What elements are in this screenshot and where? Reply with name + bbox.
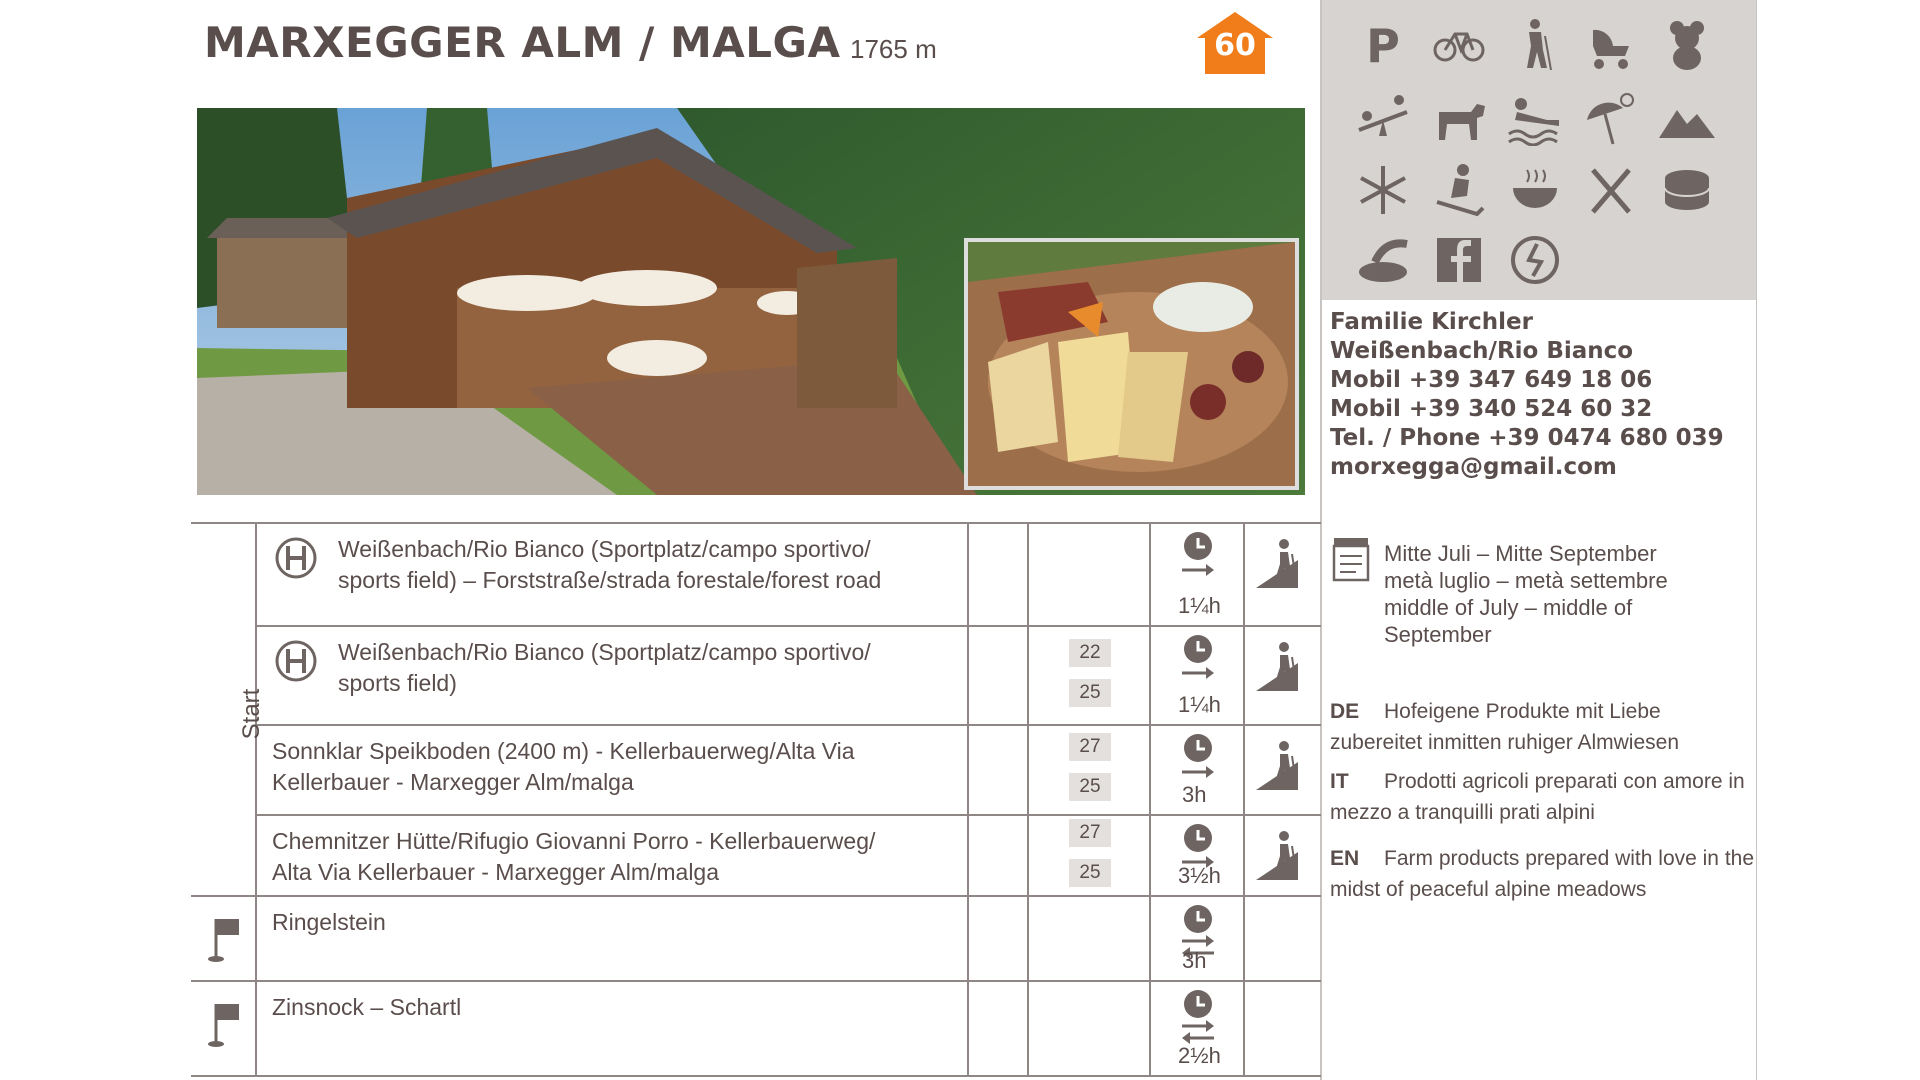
- page-edge-divider: [1756, 0, 1757, 1080]
- contact-block: [1330, 308, 1724, 482]
- table-row-divider: [255, 625, 1321, 627]
- table-border-top: [191, 522, 1321, 524]
- hiker-icon: [1507, 16, 1563, 72]
- duration: 1¼h: [1178, 593, 1221, 618]
- route-line: Chemnitzer Hütte/Rifugio Giovanni Porro - Kellerbauerweg/: [272, 828, 876, 854]
- duration: 2½h: [1178, 1043, 1221, 1068]
- table-row-divider: [255, 814, 1321, 816]
- uphill-hike-icon: [1254, 740, 1302, 792]
- uphill-hike-icon: [1254, 641, 1302, 693]
- route-description: [272, 907, 386, 938]
- snowflake-icon: [1355, 162, 1411, 218]
- contact-place: Weißenbach/Rio Bianco: [1330, 338, 1634, 364]
- contact-phone: Tel. / Phone +39 0474 680 039: [1330, 425, 1724, 451]
- route-description: [338, 534, 881, 596]
- bus-stop-icon: [274, 639, 318, 683]
- route-line: Ringelstein: [272, 909, 386, 935]
- description-text: Prodotti agricoli preparati con amore in mezzo a tranquilli prati alpini: [1330, 770, 1745, 824]
- description-it: [1330, 766, 1755, 828]
- duration: 3h: [1182, 782, 1207, 807]
- soup-bowl-icon: [1507, 162, 1563, 218]
- table-column-divider: [1149, 522, 1151, 1075]
- column-divider: [1320, 0, 1322, 1080]
- route-line: Zinsnock – Schartl: [272, 994, 462, 1020]
- lang-code: DE: [1330, 700, 1360, 723]
- duration: 3h: [1182, 948, 1207, 973]
- cutlery-icon: [1583, 162, 1639, 218]
- route-description: [272, 826, 875, 888]
- route-line: Alta Via Kellerbauer - Marxegger Alm/malga: [272, 859, 720, 885]
- contact-mobile-2: Mobil +39 340 524 60 32: [1330, 396, 1653, 422]
- season-text: [1384, 540, 1754, 648]
- contact-family: Familie Kirchler: [1330, 309, 1533, 335]
- page-title: MARXEGGER ALM / MALGA: [204, 18, 841, 67]
- route-description: [272, 992, 461, 1023]
- svg-text:P: P: [1366, 19, 1400, 72]
- trail-number: 25: [1069, 773, 1111, 801]
- route-line: Weißenbach/Rio Bianco (Sportplatz/campo sportivo/: [338, 639, 871, 665]
- sled-icon: [1431, 162, 1487, 218]
- route-line: sports field) – Forststraße/strada forestale/forest road: [338, 567, 882, 593]
- table-row-divider: [191, 895, 1321, 897]
- table-row-divider: [191, 1075, 1321, 1077]
- umbrella-sun-icon: [1583, 90, 1639, 146]
- duration: 3½h: [1178, 863, 1221, 888]
- teddy-bear-icon: [1659, 16, 1715, 72]
- contact-mobile-1: Mobil +39 347 649 18 06: [1330, 367, 1653, 393]
- route-description: [272, 736, 855, 798]
- uphill-hike-icon: [1254, 538, 1302, 590]
- lang-code: EN: [1330, 847, 1360, 870]
- facebook-icon[interactable]: [1431, 232, 1487, 288]
- season-en-2: September: [1384, 622, 1492, 647]
- elevation: 1765 m: [850, 34, 937, 64]
- description-text: Farm products prepared with love in the midst of peaceful alpine meadows: [1330, 847, 1755, 901]
- rest-day-icon: [1507, 232, 1563, 288]
- trail-number: 25: [1069, 679, 1111, 707]
- season-it: metà luglio – metà settembre: [1384, 568, 1668, 593]
- parking-icon: [1355, 16, 1411, 72]
- route-line: Kellerbauer - Marxegger Alm/malga: [272, 769, 634, 795]
- description-text: Hofeigene Produkte mit Liebe zubereitet inmitten ruhiger Almwiesen: [1330, 700, 1680, 754]
- one-way-time-icon: [1178, 635, 1218, 691]
- stroller-icon: [1583, 16, 1639, 72]
- description-en: [1330, 843, 1755, 905]
- route-line: Sonnklar Speikboden (2400 m) - Kellerbauerweg/Alta Via: [272, 738, 855, 764]
- food-platter-photo: [964, 238, 1299, 490]
- contact-email[interactable]: morxegga@gmail.com: [1330, 454, 1617, 480]
- table-row-divider: [191, 980, 1321, 982]
- round-trip-time-icon: [1178, 990, 1218, 1046]
- table-column-divider: [967, 522, 969, 1075]
- description-de: [1330, 696, 1755, 758]
- one-way-time-icon: [1178, 532, 1218, 588]
- duration: 1¼h: [1178, 692, 1221, 717]
- table-row-divider: [255, 724, 1321, 726]
- route-description: [338, 637, 871, 699]
- seesaw-icon: [1355, 90, 1411, 146]
- bicycle-icon: [1431, 16, 1487, 72]
- trail-number: 25: [1069, 859, 1111, 887]
- trail-number: 27: [1069, 819, 1111, 847]
- route-line: sports field): [338, 670, 457, 696]
- season-en-1: middle of July – middle of: [1384, 595, 1633, 620]
- sausage-icon: [1355, 232, 1411, 288]
- table-column-divider: [1027, 522, 1029, 1075]
- season-de: Mitte Juli – Mitte September: [1384, 541, 1657, 566]
- uphill-hike-icon: [1254, 830, 1302, 882]
- sunbathing-icon: [1507, 90, 1563, 146]
- table-column-divider: [1243, 522, 1245, 1075]
- table-column-divider: [255, 522, 257, 1075]
- summit-flag-icon: [200, 913, 244, 963]
- dog-icon: [1431, 90, 1487, 146]
- lang-code: IT: [1330, 770, 1349, 793]
- bus-stop-icon: [274, 536, 318, 580]
- route-line: Weißenbach/Rio Bianco (Sportplatz/campo sportivo/: [338, 536, 871, 562]
- trail-number: 22: [1069, 639, 1111, 667]
- cake-icon: [1659, 162, 1715, 218]
- start-label: Start: [238, 688, 265, 740]
- mountains-icon: [1659, 90, 1715, 146]
- trail-number: 27: [1069, 733, 1111, 761]
- calendar-icon: [1330, 536, 1372, 582]
- tour-number: 60: [1214, 28, 1256, 63]
- summit-flag-icon: [200, 998, 244, 1048]
